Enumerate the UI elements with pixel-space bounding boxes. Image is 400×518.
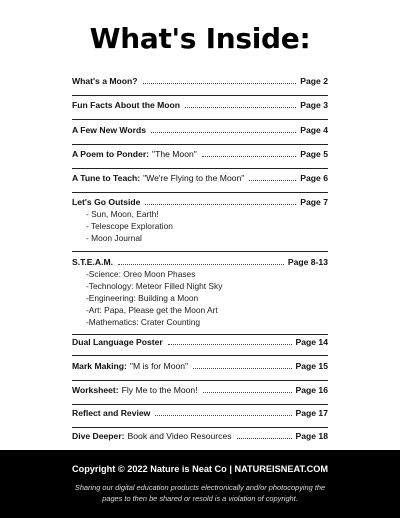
- dot-leader: [193, 368, 291, 369]
- toc-page-number: Page 17: [295, 408, 328, 418]
- toc-entry-subtitle: Book and Video Resources: [127, 431, 232, 441]
- toc-entry[interactable]: [72, 431, 328, 442]
- toc-entry-label: Worksheet:: [72, 385, 119, 395]
- toc-entry[interactable]: [72, 197, 328, 208]
- dot-leader: [185, 107, 296, 108]
- toc-entry-label: A Few New Words: [72, 125, 147, 135]
- toc-entry-label: Dual Language Poster: [72, 337, 163, 347]
- toc-subitem: -Art: Papa, Please get the Moon Art: [86, 305, 218, 315]
- dot-leader: [203, 392, 292, 393]
- toc-entry[interactable]: [72, 361, 328, 372]
- dot-leader: [237, 438, 292, 439]
- toc-page-number: Page 6: [300, 173, 328, 183]
- dot-leader: [202, 156, 296, 157]
- toc-page-number: Page 16: [295, 385, 328, 395]
- toc-entry-label: What's a Moon?: [72, 76, 138, 86]
- toc-page-number: Page 15: [295, 361, 328, 371]
- toc-entry-label: Dive Deeper:: [72, 431, 125, 441]
- toc-page-number: Page 8-13: [287, 257, 328, 267]
- dot-leader: [118, 264, 284, 265]
- toc-page-number: Page 7: [300, 197, 328, 207]
- toc-entry[interactable]: [72, 173, 328, 184]
- toc-entry[interactable]: [72, 149, 328, 160]
- toc-entry-subtitle: "We're Flying to the Moon": [143, 173, 245, 183]
- dot-leader: [145, 204, 296, 205]
- toc-entry-label: S.T.E.A.M.: [72, 257, 114, 267]
- toc-subitem: - Sun, Moon, Earth!: [86, 209, 159, 219]
- divider: [72, 192, 328, 193]
- dot-leader: [151, 132, 296, 133]
- toc-subitem: -Technology: Meteor Filled Night Sky: [86, 281, 223, 291]
- footer: [0, 450, 400, 518]
- divider: [72, 119, 328, 120]
- toc-page-number: Page 2: [300, 76, 328, 86]
- toc-page-number: Page 3: [300, 100, 328, 110]
- toc-entry[interactable]: [72, 385, 328, 396]
- toc-subitem: -Engineering: Building a Moon: [86, 293, 199, 303]
- divider: [72, 334, 328, 335]
- toc-entry-subtitle: "M is for Moon": [129, 361, 189, 371]
- toc-entry-label: Let's Go Outside: [72, 197, 141, 207]
- dot-leader: [249, 180, 296, 181]
- dot-leader: [143, 83, 297, 84]
- toc-entry[interactable]: [72, 100, 328, 111]
- toc-entry-label: A Tune to Teach:: [72, 173, 141, 183]
- divider: [72, 404, 328, 405]
- divider: [72, 168, 328, 169]
- toc-page-number: Page 18: [295, 431, 328, 441]
- divider: [72, 251, 328, 252]
- toc-subitem: -Science: Oreo Moon Phases: [86, 269, 196, 279]
- toc-entry-label: Mark Making:: [72, 361, 127, 371]
- toc-entry-label: Reflect and Review: [72, 408, 151, 418]
- toc-page-number: Page 4: [300, 125, 328, 135]
- dot-leader: [168, 344, 292, 345]
- toc-entry[interactable]: [72, 76, 328, 87]
- toc-entry-label: A Poem to Ponder:: [72, 149, 150, 159]
- toc-entry-label: Fun Facts About the Moon: [72, 100, 181, 110]
- toc-subitem: -Mathematics: Crater Counting: [86, 317, 201, 327]
- toc-page-number: Page 5: [300, 149, 328, 159]
- toc-entry[interactable]: [72, 337, 328, 348]
- divider: [72, 427, 328, 428]
- toc-subitem: - Moon Journal: [86, 233, 142, 243]
- toc-entry-subtitle: "The Moon": [152, 149, 197, 159]
- page-title: What's Inside:: [89, 22, 311, 55]
- toc-entry-subtitle: Fly Me to the Moon!: [121, 385, 198, 395]
- toc-entry[interactable]: [72, 257, 328, 268]
- copyright-text: Copyright © 2022 Nature is Neat Co | NATUREISNEAT.COM: [71, 464, 329, 474]
- toc-subitem: - Telescope Exploration: [86, 221, 173, 231]
- divider: [72, 355, 328, 356]
- divider: [72, 380, 328, 381]
- divider: [72, 144, 328, 145]
- toc-page-number: Page 14: [295, 337, 328, 347]
- divider: [72, 95, 328, 96]
- dot-leader: [155, 415, 291, 416]
- toc-entry[interactable]: [72, 408, 328, 419]
- toc-entry[interactable]: [72, 125, 328, 136]
- copyright-notice: Sharing our digital education products electronically and/or photocopying the pages to then be shared or resold is a violation of copyright.: [74, 483, 326, 503]
